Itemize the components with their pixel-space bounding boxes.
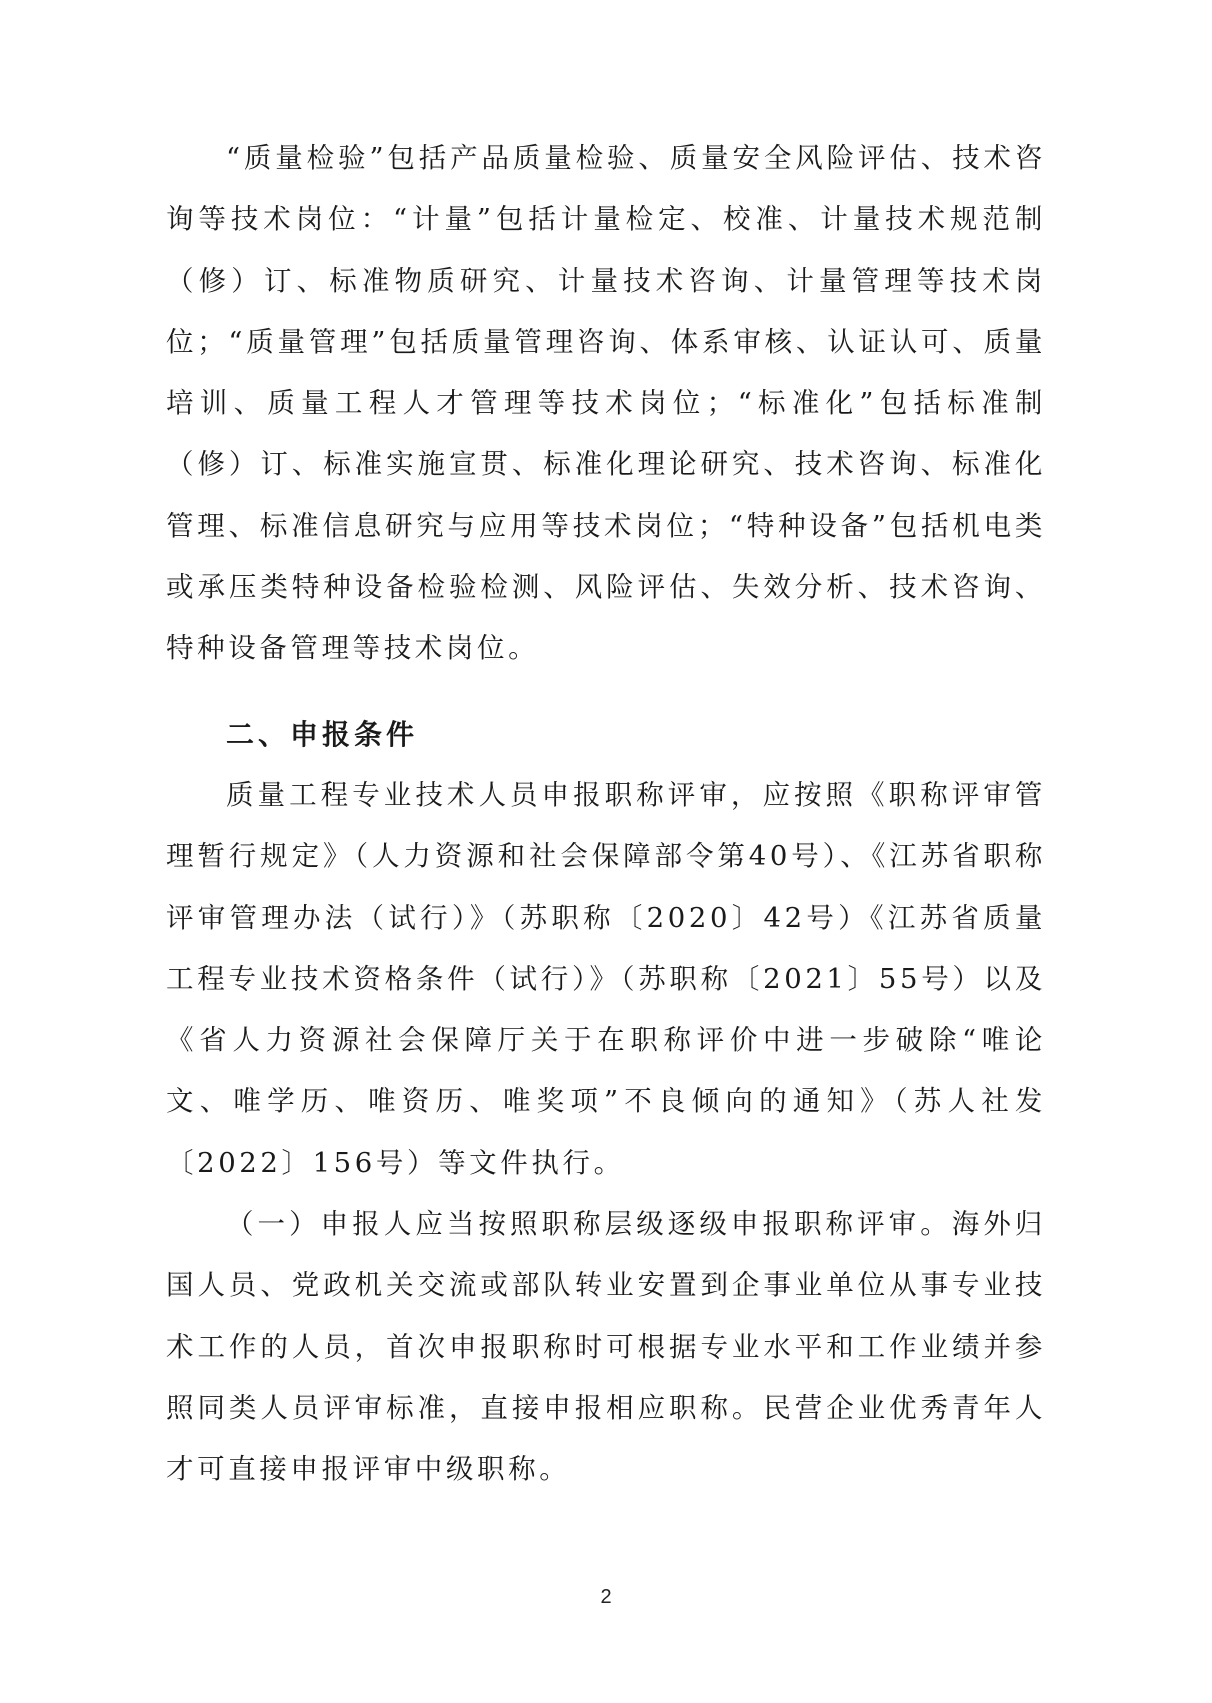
section-heading-application-conditions: 二、申报条件 [226,718,419,751]
paragraph-regulations: 质量工程专业技术人员申报职称评审，应按照《职称评审管理暂行规定》（人力资源和社会保障部令第40号）、《江苏省职称评审管理办法（试行）》（苏职称〔2020〕42号）《江苏省质量工程专业技术资格条件（试行）》（苏职称〔2021〕55号）以及《省人力资源社会保障厅关于在职称评价中进一步破除“唯论文、唯学历、唯资历、唯奖项”不良倾向的通知》（苏人社发〔2022〕156号）等文件执行。 [166,779,1046,1179]
paragraph-item-one: （一）申报人应当按照职称层级逐级申报职称评审。海外归国人员、党政机关交流或部队转业安置到企事业单位从事专业技术工作的人员，首次申报职称时可根据专业水平和工作业绩并参照同类人员评审标准，直接申报相应职称。民营企业优秀青年人才可直接申报评审中级职称。 [166,1208,1046,1486]
paragraph-job-scope: “质量检验”包括产品质量检验、质量安全风险评估、技术咨询等技术岗位：“计量”包括计量检定、校准、计量技术规范制（修）订、标准物质研究、计量技术咨询、计量管理等技术岗位；“质量管理”包括质量管理咨询、体系审核、认证认可、质量培训、质量工程人才管理等技术岗位；“标准化”包括标准制（修）订、标准实施宣贯、标准化理论研究、技术咨询、标准化管理、标准信息研究与应用等技术岗位；“特种设备”包括机电类或承压类特种设备检验检测、风险评估、失效分析、技术咨询、特种设备管理等技术岗位。 [166,142,1046,665]
page-number: 2 [600,1586,612,1608]
